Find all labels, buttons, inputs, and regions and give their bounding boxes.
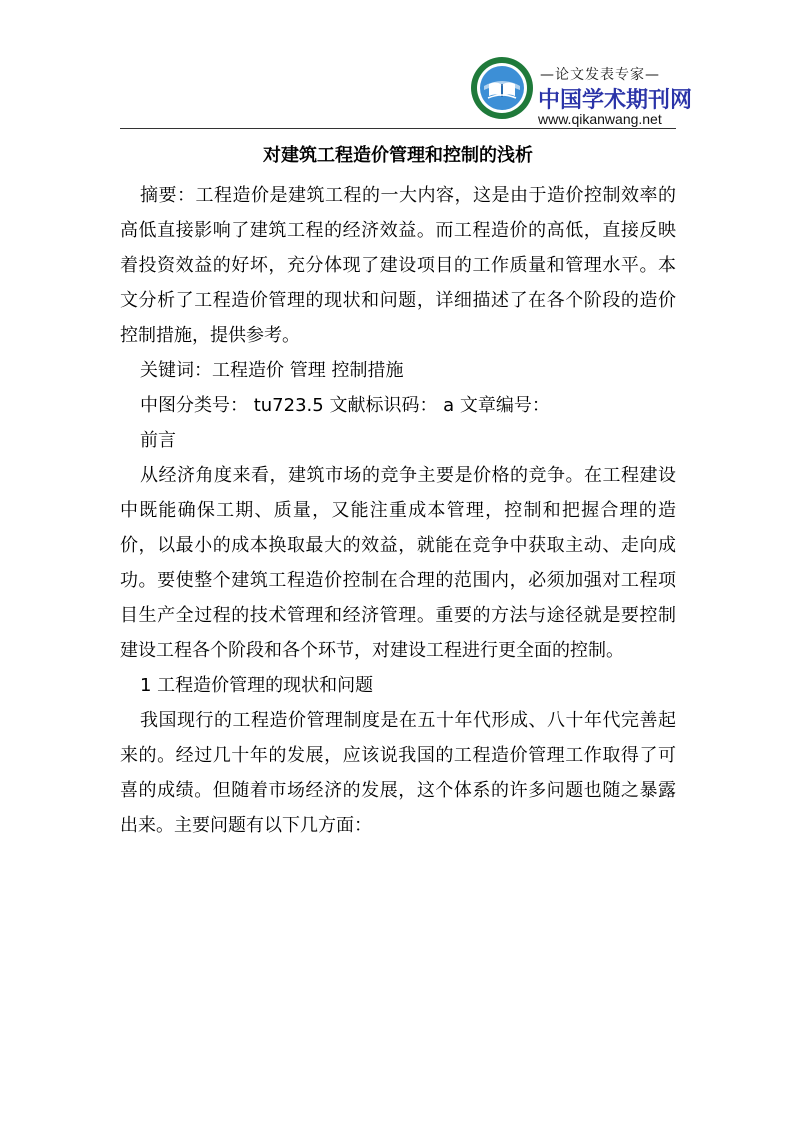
journal-logo-icon xyxy=(470,56,534,120)
brand-url[interactable]: www.qikanwang.net xyxy=(538,111,662,127)
preface-paragraph: 从经济角度来看，建筑市场的竞争主要是价格的竞争。在工程建设中既能确保工期、质量，又能注重成本管理，控制和把握合理的造价，以最小的成本换取最大的效益，就能在竞争中获取主动、走向成功。要使整个建筑工程造价控制在合理的范围内，必须加强对工程项目生产全过程的技术管理和经济管理。重要的方法与途径就是要控制建设工程各个阶段和各个环节，对建设工程进行更全面的控制。 xyxy=(120,465,676,661)
classification-line: 中图分类号： tu723.5 文献标识码： a 文章编号： xyxy=(140,395,550,416)
abstract-paragraph: 摘要：工程造价是建筑工程的一大内容，这是由于造价控制效率的高低直接影响了建筑工程的经济效益。而工程造价的高低，直接反映着投资效益的好坏，充分体现了建设项目的工作质量和管理水平。本文分析了工程造价管理的现状和问题，详细描述了在各个阶段的造价控制措施，提供参考。 xyxy=(120,185,676,346)
section-heading-preface: 前言 xyxy=(140,430,176,451)
header-divider xyxy=(120,128,676,129)
document-body xyxy=(120,178,676,843)
brand-name: 中国学术期刊网 xyxy=(538,88,693,113)
section-heading-1: 1 工程造价管理的现状和问题 xyxy=(140,675,374,696)
site-header xyxy=(470,56,693,128)
keywords-line: 关键词：工程造价 管理 控制措施 xyxy=(140,360,404,381)
brand-tagline: —论文发表专家— xyxy=(540,67,660,83)
document-title: 对建筑工程造价管理和控制的浅析 xyxy=(263,145,533,166)
section-1-paragraph: 我国现行的工程造价管理制度是在五十年代形成、八十年代完善起来的。经过几十年的发展，应该说我国的工程造价管理工作取得了可喜的成绩。但随着市场经济的发展，这个体系的许多问题也随之暴露出来。主要问题有以下几方面： xyxy=(120,710,676,836)
